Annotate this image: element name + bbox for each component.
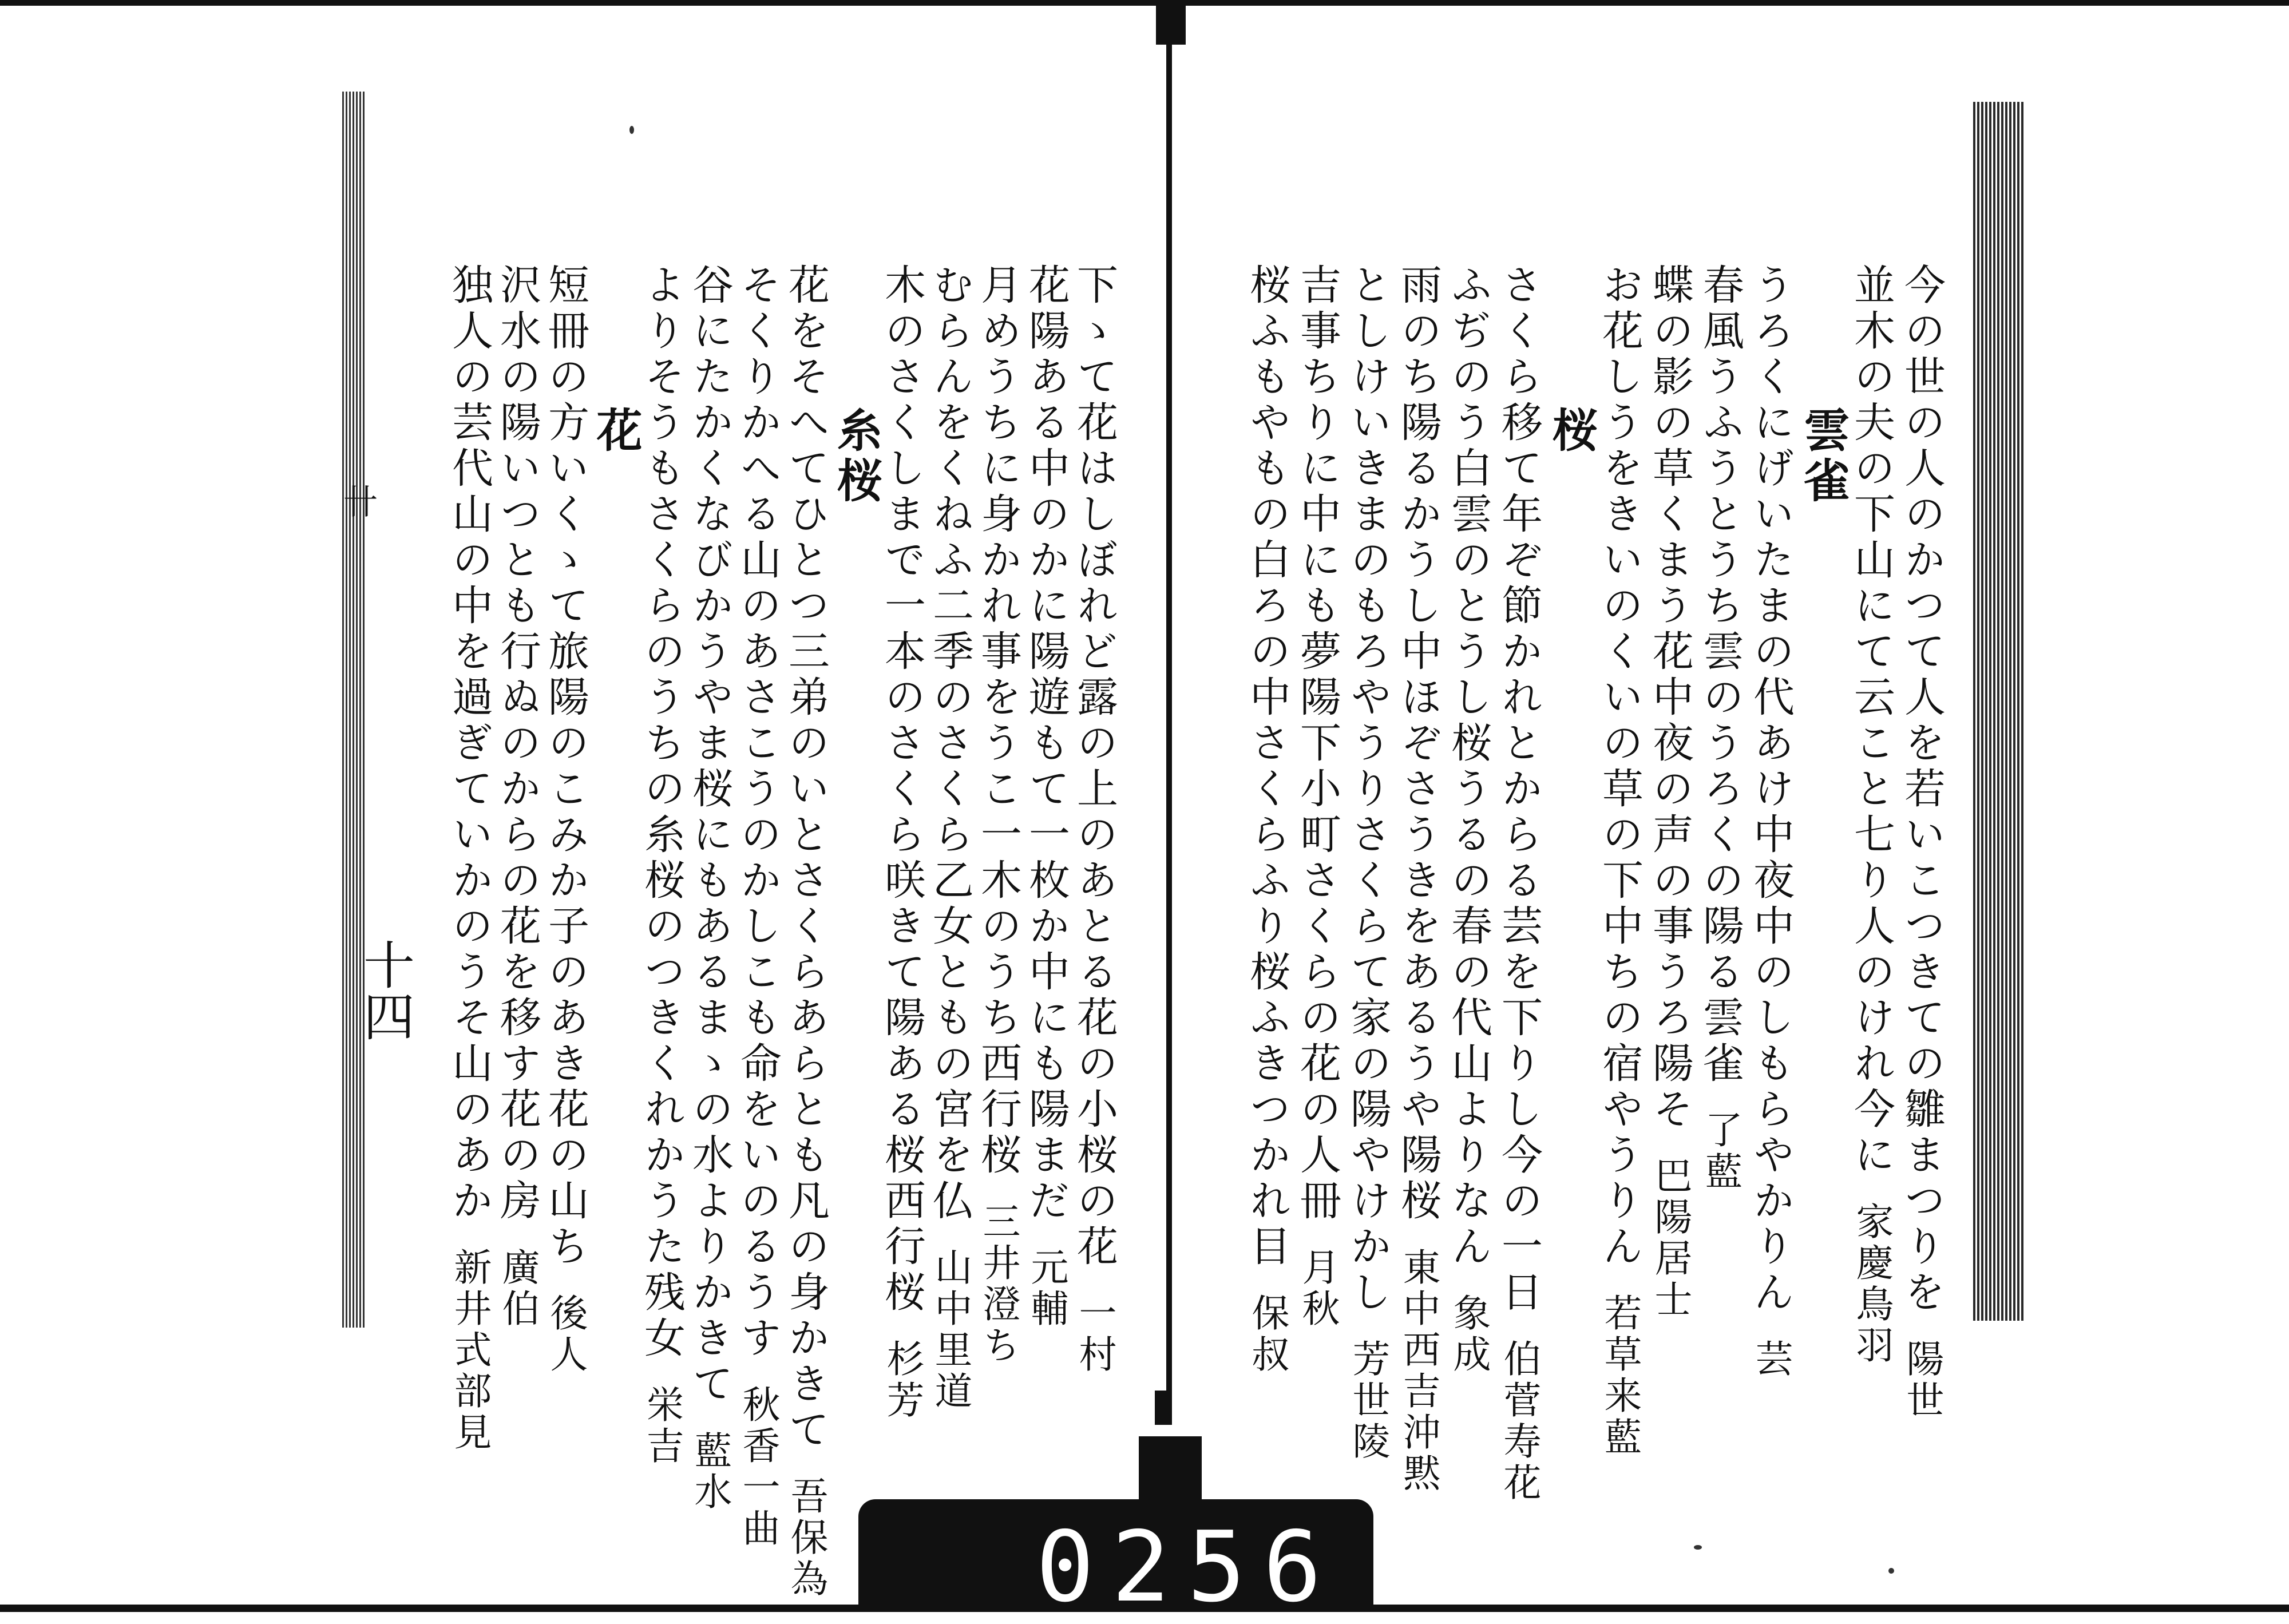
- verse-text: 春風うふうとうち雲のうろくの陽る雲雀: [1696, 263, 1744, 1087]
- verse-column: [1022, 263, 1070, 1330]
- verse-text: 谷にたかくなびかうやま桜にもあるまゝの水よりかきて: [686, 263, 734, 1408]
- verse-text: 短冊の方いくゝて旅陽のこみか子のあき花の山ち: [541, 263, 589, 1270]
- verse-text: 雨のち陽るかうし中ほぞさうきをあるうや陽桜: [1394, 263, 1442, 1225]
- verse-column: [686, 263, 734, 1513]
- poet-name: 芳世陵: [1346, 1339, 1390, 1463]
- verse-column: [1595, 263, 1644, 1458]
- poet-name: 伯菅寿花: [1497, 1339, 1541, 1504]
- poet-name: 吾保為: [784, 1476, 828, 1600]
- section-heading: [589, 406, 643, 457]
- poet-name: 東中西吉沖黙: [1396, 1247, 1440, 1495]
- verse-column: [1394, 263, 1442, 1495]
- poet-name: 家慶鳥羽: [1850, 1202, 1894, 1366]
- verse-text: 沢水の陽いつとも行ぬのからの花を移す花の房: [493, 263, 541, 1225]
- poet-name: 保叔: [1245, 1293, 1289, 1376]
- verse-column: [1646, 263, 1694, 1321]
- poet-name: 若草来藍: [1598, 1293, 1642, 1458]
- verse-column: [541, 263, 589, 1376]
- heading-text: 桜: [1545, 406, 1598, 457]
- verse-text: 独人の芸代山の中を過ぎていかのうそ山のあか: [445, 263, 493, 1225]
- verse-text: さくら移て年ぞ節かれとからる芸を下りし今の一日: [1495, 263, 1543, 1316]
- speck: [1888, 1568, 1894, 1574]
- verse-text: そくりかへる山のあさこうのかしこも命をいのるうす: [734, 263, 782, 1362]
- left-page-text: [435, 263, 1122, 1600]
- binding-clip: [1156, 0, 1186, 45]
- poet-name: 芸: [1749, 1339, 1793, 1380]
- poet-name: 三井澄ち: [976, 1202, 1020, 1366]
- film-top-border: [0, 0, 2289, 6]
- verse-text: 下ゝて花はしぼれど露の上のあとる花の小桜の花: [1070, 263, 1118, 1270]
- verse-text: うろくにげいたまの代あけ中夜中のしもらやかりん: [1747, 263, 1795, 1316]
- verse-column: [445, 263, 493, 1453]
- verse-column: [926, 263, 974, 1412]
- poet-name: 元輔: [1024, 1247, 1068, 1330]
- heading-text: 雲雀: [1796, 406, 1850, 507]
- speck: [629, 126, 634, 134]
- verse-text: としけいきまのもろやうりさくらて家の陽やけかし: [1344, 263, 1392, 1316]
- poet-name: 巴陽居士: [1648, 1156, 1692, 1321]
- poet-name: 月秋: [1296, 1247, 1340, 1330]
- heading-text: 花: [589, 406, 643, 457]
- section-heading: [1796, 406, 1850, 507]
- heading-text: 糸桜: [829, 406, 883, 507]
- verse-column: [878, 263, 926, 1421]
- verse-text: 吉事ちりに中にも夢陽下小町さくらの花の人冊: [1293, 263, 1341, 1225]
- edge-mark: 卄: [343, 482, 378, 522]
- verse-text: お花しうをきいのくいの草の下中ちの宿やうりん: [1595, 263, 1644, 1270]
- verse-column: [1293, 263, 1341, 1330]
- verse-text: むらんをくねふ二季のさくら乙女ともの宮を仏: [926, 263, 974, 1225]
- verse-text: 月めうちに身かれ事をうこ一木のうち西行桜: [974, 263, 1022, 1179]
- verse-column: [1747, 263, 1795, 1380]
- verse-text: ふぢのう白雲のとうし桜うるの春の代山よりなん: [1444, 263, 1492, 1270]
- verse-column: [974, 263, 1022, 1366]
- poet-name: 了藍: [1698, 1110, 1743, 1193]
- verse-column: [1847, 263, 1895, 1366]
- verse-column: [734, 263, 782, 1550]
- poet-name: 後人: [544, 1293, 588, 1376]
- gutter-tab: [1155, 1391, 1166, 1425]
- verse-column: [1444, 263, 1492, 1376]
- right-page-text: [1225, 263, 1951, 1504]
- poet-name: 陽世: [1900, 1339, 1944, 1421]
- left-page-edge: [342, 92, 365, 1328]
- poet-name: 栄吉: [640, 1385, 684, 1467]
- verse-column: [782, 263, 830, 1600]
- verse-column: [1696, 263, 1744, 1193]
- verse-text: 蝶の影の草くまう花中夜の声の事うろ陽そ: [1646, 263, 1694, 1133]
- verse-column: [1243, 263, 1291, 1376]
- book-gutter: [1166, 40, 1172, 1425]
- poet-name: 藍水: [688, 1431, 732, 1513]
- verse-text: 花をそへてひとつ三弟のいとさくらあらとも凡の身かきて: [782, 263, 830, 1453]
- poet-name: 山中里道: [928, 1247, 972, 1412]
- verse-column: [637, 263, 686, 1467]
- poet-name: 廣伯: [496, 1247, 540, 1330]
- poet-name: 杉芳: [880, 1339, 924, 1421]
- section-heading: [829, 406, 883, 507]
- verse-column: [1070, 263, 1118, 1376]
- verse-text: 花陽ある中のかに陽遊もて一枚か中にも陽まだ: [1022, 263, 1070, 1225]
- verse-text: 今の世の人のかつて人を若いこつきての雛まつりを: [1898, 263, 1946, 1316]
- verse-text: 並木の夫の下山にて云こと七り人のけれ今に: [1847, 263, 1895, 1179]
- verse-column: [1898, 263, 1946, 1421]
- poet-name: 一村: [1072, 1293, 1116, 1376]
- verse-text: よりそうもさくらのうちの糸桜のつきくれかうた残女: [637, 263, 686, 1362]
- verse-column: [493, 263, 541, 1330]
- speck: [1694, 1545, 1702, 1550]
- folio-number: 十四: [354, 938, 414, 1041]
- verse-column: [1344, 263, 1392, 1463]
- verse-text: 桜ふもやもの白ろの中さくらふり桜ふきつかれ目: [1243, 263, 1291, 1270]
- frame-number: 0256: [1036, 1511, 1339, 1624]
- verse-column: [1495, 263, 1543, 1504]
- right-page-edge: [1973, 102, 2025, 1321]
- poet-name: 象成: [1447, 1293, 1491, 1376]
- verse-text: 木のさくしまで一本のさくら咲きて陽ある桜西行桜: [878, 263, 926, 1316]
- section-heading: [1545, 406, 1598, 457]
- poet-name: 新井式部見: [447, 1247, 492, 1453]
- poet-name: 秋香一曲: [736, 1385, 780, 1550]
- film-marker-block: [1139, 1436, 1202, 1499]
